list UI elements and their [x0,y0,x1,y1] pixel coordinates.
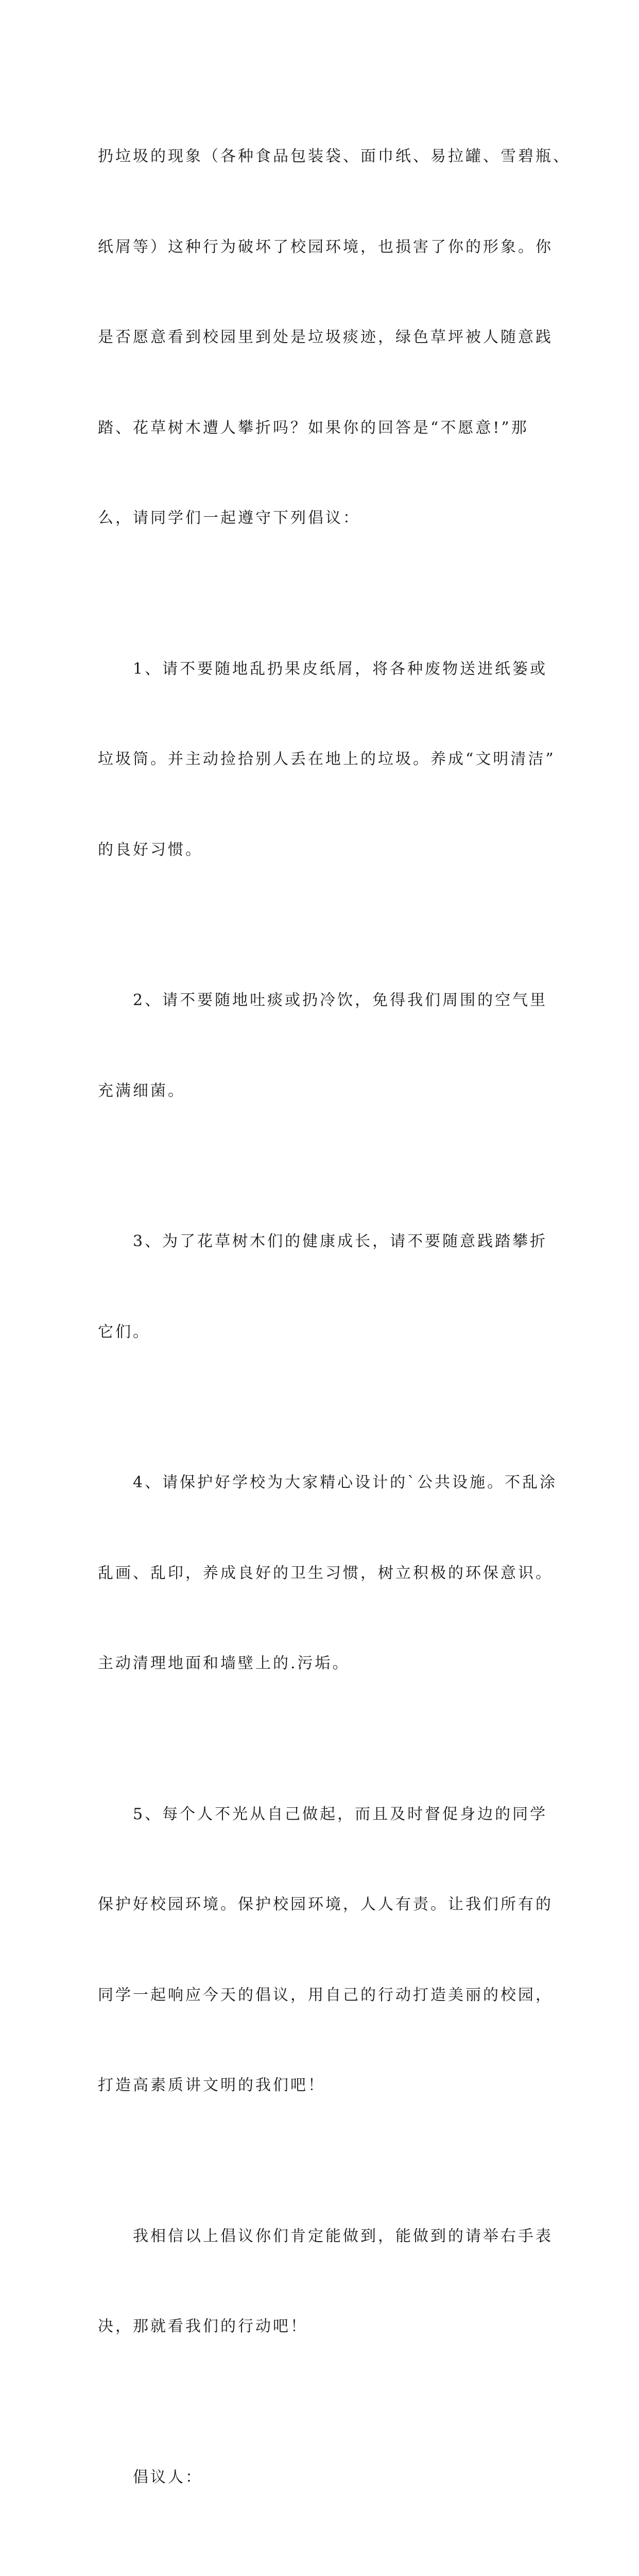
document-body [98,81,571,2576]
text-line: 主动清理地面和墙壁上的.污垢。 [98,1654,350,1672]
text-line: 3、为了花草树木们的健康成长，请不要随意践踏攀折 [133,1232,548,1250]
text-line: 4、请保护好学校为大家精心设计的`公共设施。不乱涂 [133,1473,558,1492]
text-line: 的良好习惯。 [98,840,203,859]
text-line: 1、请不要随地乱扔果皮纸屑，将各种废物送进纸篓或 [133,659,548,678]
paragraph-item-1 [98,594,556,926]
text-line: 乱画、乱印，养成良好的卫生习惯，树立积极的环保意识。 [98,1564,553,1582]
text-line: 是否愿意看到校园里到处是垃圾痰迹，绿色草坪被人随意践 [98,328,553,346]
text-line: 我相信以上倡议你们肯定能做到，能做到的请举右手表 [133,2227,553,2245]
text-line: 扔垃圾的现象（各种食品包装袋、面巾纸、易拉罐、雪碧瓶、 [98,147,571,165]
paragraph-closing [98,2161,551,2402]
text-line: 它们。 [98,1323,150,1341]
paragraph-item-4 [98,1408,558,1739]
text-line: 踏、花草树木遭人攀折吗？如果你的回答是“不愿意!”那 [98,418,529,437]
text-line: 垃圾筒。并主动捡拾别人丢在地上的垃圾。养成“文明清洁” [98,750,556,768]
paragraph-intro [98,81,571,594]
text-line: 倡议人： [133,2468,203,2486]
text-line: 5、每个人不光从自己做起，而且及时督促身边的同学 [133,1805,548,1823]
paragraph-item-5 [98,1739,551,2161]
text-line: 决，那就看我们的行动吧！ [98,2317,308,2335]
text-line: 保护好校园环境。保护校园环境，人人有责。让我们所有的 [98,1895,553,1913]
text-line: 纸屑等）这种行为破坏了校园环境，也损害了你的形象。你 [98,238,553,256]
text-line: 么，请同学们一起遵守下列倡议： [98,509,360,527]
date-label [98,2553,551,2576]
text-line: 打造高素质讲文明的我们吧！ [98,2076,325,2094]
paragraph-item-2 [98,925,551,1166]
text-line: 2、请不要随地吐痰或扔冷饮，免得我们周围的空气里 [133,991,548,1009]
paragraph-item-3 [98,1166,551,1408]
text-line: 充满细菌。 [98,1081,185,1100]
proposer-label [98,2402,551,2553]
text-line: 同学一起响应今天的倡议，用自己的行动打造美丽的校园， [98,1986,553,2004]
